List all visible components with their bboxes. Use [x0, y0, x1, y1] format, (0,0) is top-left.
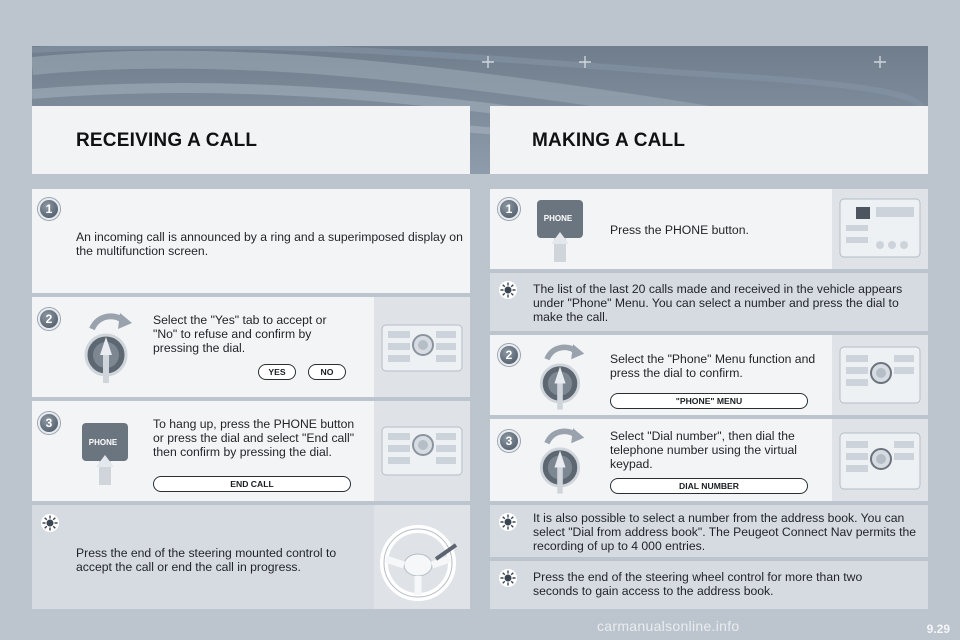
receiving-section-title: RECEIVING A CALL	[76, 130, 258, 151]
sun-tip-icon	[40, 513, 60, 533]
end-call-tab[interactable]: END CALL	[153, 476, 351, 492]
making-step1-badge: 1	[498, 198, 520, 220]
receiving-step3-badge: 3	[38, 412, 60, 434]
watermark: carmanualsonline.info	[597, 618, 740, 634]
making-phone-button-label: PHONE	[543, 214, 573, 223]
receiving-phone-button-label: PHONE	[88, 438, 118, 447]
dial-knob-icon	[76, 307, 136, 387]
making-step2-console-image	[832, 335, 928, 415]
making-tip1-text: The list of the last 20 calls made and received in the vehicle appears under "Phone" Menu. You can select a number and press the dial to make the call.	[533, 282, 903, 324]
receiving-step2-console-image	[374, 297, 470, 397]
making-step2-text: Select the "Phone" Menu function and press the dial to confirm.	[610, 352, 816, 380]
making-tip3-text: Press the end of the steering wheel control for more than two seconds to gain access to the address book.	[533, 570, 863, 598]
making-tip2-text: It is also possible to select a number from the address book. You can select "Dial from address book". The Peugeot Connect Nav permits the recording of up to 4 000 entries.	[533, 511, 917, 553]
making-step1-text: Press the PHONE button.	[610, 223, 749, 237]
making-step3-badge: 3	[498, 430, 520, 452]
dial-knob-icon	[532, 336, 588, 416]
receiving-step3-console-image	[374, 401, 470, 501]
receiving-tip-text: Press the end of the steering mounted control to accept the call or end the call in progress.	[76, 546, 337, 574]
making-step1-console-image	[832, 189, 928, 269]
receiving-step1-text: An incoming call is announced by a ring and a superimposed display on the multifunction screen.	[76, 230, 463, 258]
steering-wheel-image	[374, 505, 470, 609]
making-section-title: MAKING A CALL	[532, 130, 686, 151]
sun-tip-icon	[498, 512, 518, 532]
receiving-step2-text: Select the "Yes" tab to accept or "No" to refuse and confirm by pressing the dial.	[153, 313, 327, 355]
page-number: 9.29	[926, 622, 950, 636]
phone-button-icon	[80, 421, 130, 487]
making-step3-console-image	[832, 419, 928, 501]
receiving-step3-text: To hang up, press the PHONE button or press the dial and select "End call" then confirm by pressing the dial.	[153, 417, 355, 459]
no-tab[interactable]: NO	[308, 364, 346, 380]
dial-number-tab[interactable]: DIAL NUMBER	[610, 478, 808, 494]
yes-tab[interactable]: YES	[258, 364, 296, 380]
receiving-step2-badge: 2	[38, 308, 60, 330]
making-step3-text: Select "Dial number", then dial the telephone number using the virtual keypad.	[610, 429, 797, 471]
phone-menu-tab[interactable]: "PHONE" MENU	[610, 393, 808, 409]
sun-tip-icon	[498, 280, 518, 300]
making-step2-badge: 2	[498, 344, 520, 366]
dial-knob-icon	[532, 420, 588, 500]
sun-tip-icon	[498, 568, 518, 588]
phone-button-icon	[535, 198, 585, 264]
receiving-step1-badge: 1	[38, 198, 60, 220]
